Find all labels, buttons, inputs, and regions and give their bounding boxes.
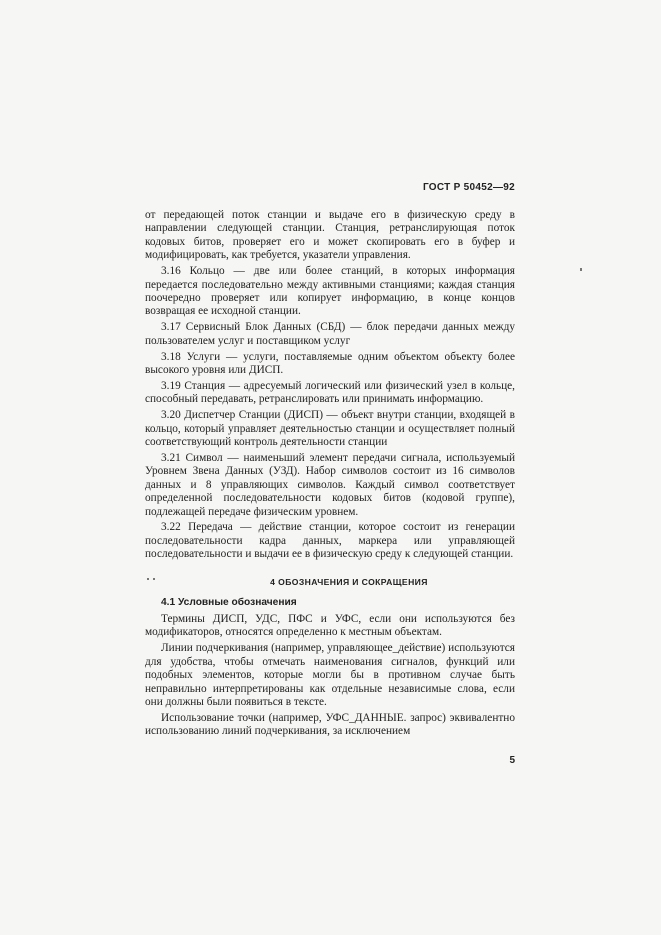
- definition-station: 3.19 Станция — адресуемый логический или физический узел в кольце, способный передавать, ретранслировать или принимать информацию.: [145, 379, 515, 406]
- paragraph-underscores: Линии подчеркивания (например, управляющее_действие) используются для удобства, чтобы отмечать наименования сигналов, функций или подобных элементов, которые могли бы в противном случае быть неправильно интерпретированы как отдельные независимые слова, если они должны были появиться в тексте.: [145, 642, 515, 708]
- scan-speck: [580, 268, 582, 271]
- body-text-block: [145, 209, 515, 564]
- definition-services: 3.18 Услуги — услуги, поставляемые одним объектом объекту более высокого уровня или ДИСП.: [145, 350, 515, 376]
- paragraph-dot-usage: Использование точки (например, УФС_ДАННЫЕ. запрос) эквивалентно использованию линий подчеркивания, за исключением: [145, 711, 515, 738]
- definition-ring: 3.16 Кольцо — две или более станций, в которых информация передается последовательно между активными станциями; каждая станция поочередно проверяет или копирует информацию, в конце концов возвращая ее исходной станции.: [145, 265, 515, 318]
- page-number: 5: [509, 755, 515, 766]
- scan-speck: [153, 578, 155, 580]
- scan-speck: [147, 578, 149, 580]
- definition-transmission: 3.22 Передача — действие станции, которое состоит из генерации последовательности кадра данных, маркера или управляющей последовательности и выдачи ее в физическую среду к следующей станции.: [145, 521, 515, 561]
- definition-sdu: 3.17 Сервисный Блок Данных (СБД) — блок передачи данных между пользователем услуг и поставщиком услуг: [145, 321, 515, 347]
- definition-station-manager: 3.20 Диспетчер Станции (ДИСП) — объект внутри станции, входящей в кольцо, который управляет деятельностью станции и осуществляет полный соответствующий контроль деятельности станции: [145, 409, 515, 448]
- section-heading: 4 ОБОЗНАЧЕНИЯ И СОКРАЩЕНИЯ: [270, 577, 428, 587]
- paragraph-continuation: от передающей поток станции и выдаче его в физическую среду в направлении следующей станции. Станция, ретранслирующая поток кодовых битов, проверяет его и может скопировать его в буфер и модифицировать, как требуется, указатели управления.: [145, 209, 515, 262]
- paragraph-terms: Термины ДИСП, УДС, ПФС и УФС, если они используются без модификаторов, относятся определенно к местным объектам.: [145, 613, 515, 639]
- conventions-text-block: [145, 613, 515, 741]
- document-header: ГОСТ Р 50452—92: [422, 182, 515, 193]
- definition-symbol: 3.21 Символ — наименьший элемент передачи сигнала, используемый Уровнем Звена Данных (УЗД). Набор символов состоит из 16 символов данных и 8 управляющих символов. Каждый символ соответствует определенной последовательности кодовых битов (кодовой группе), подлежащей передаче физическим уровнем.: [145, 451, 515, 518]
- subsection-heading: 4.1 Условные обозначения: [161, 597, 297, 608]
